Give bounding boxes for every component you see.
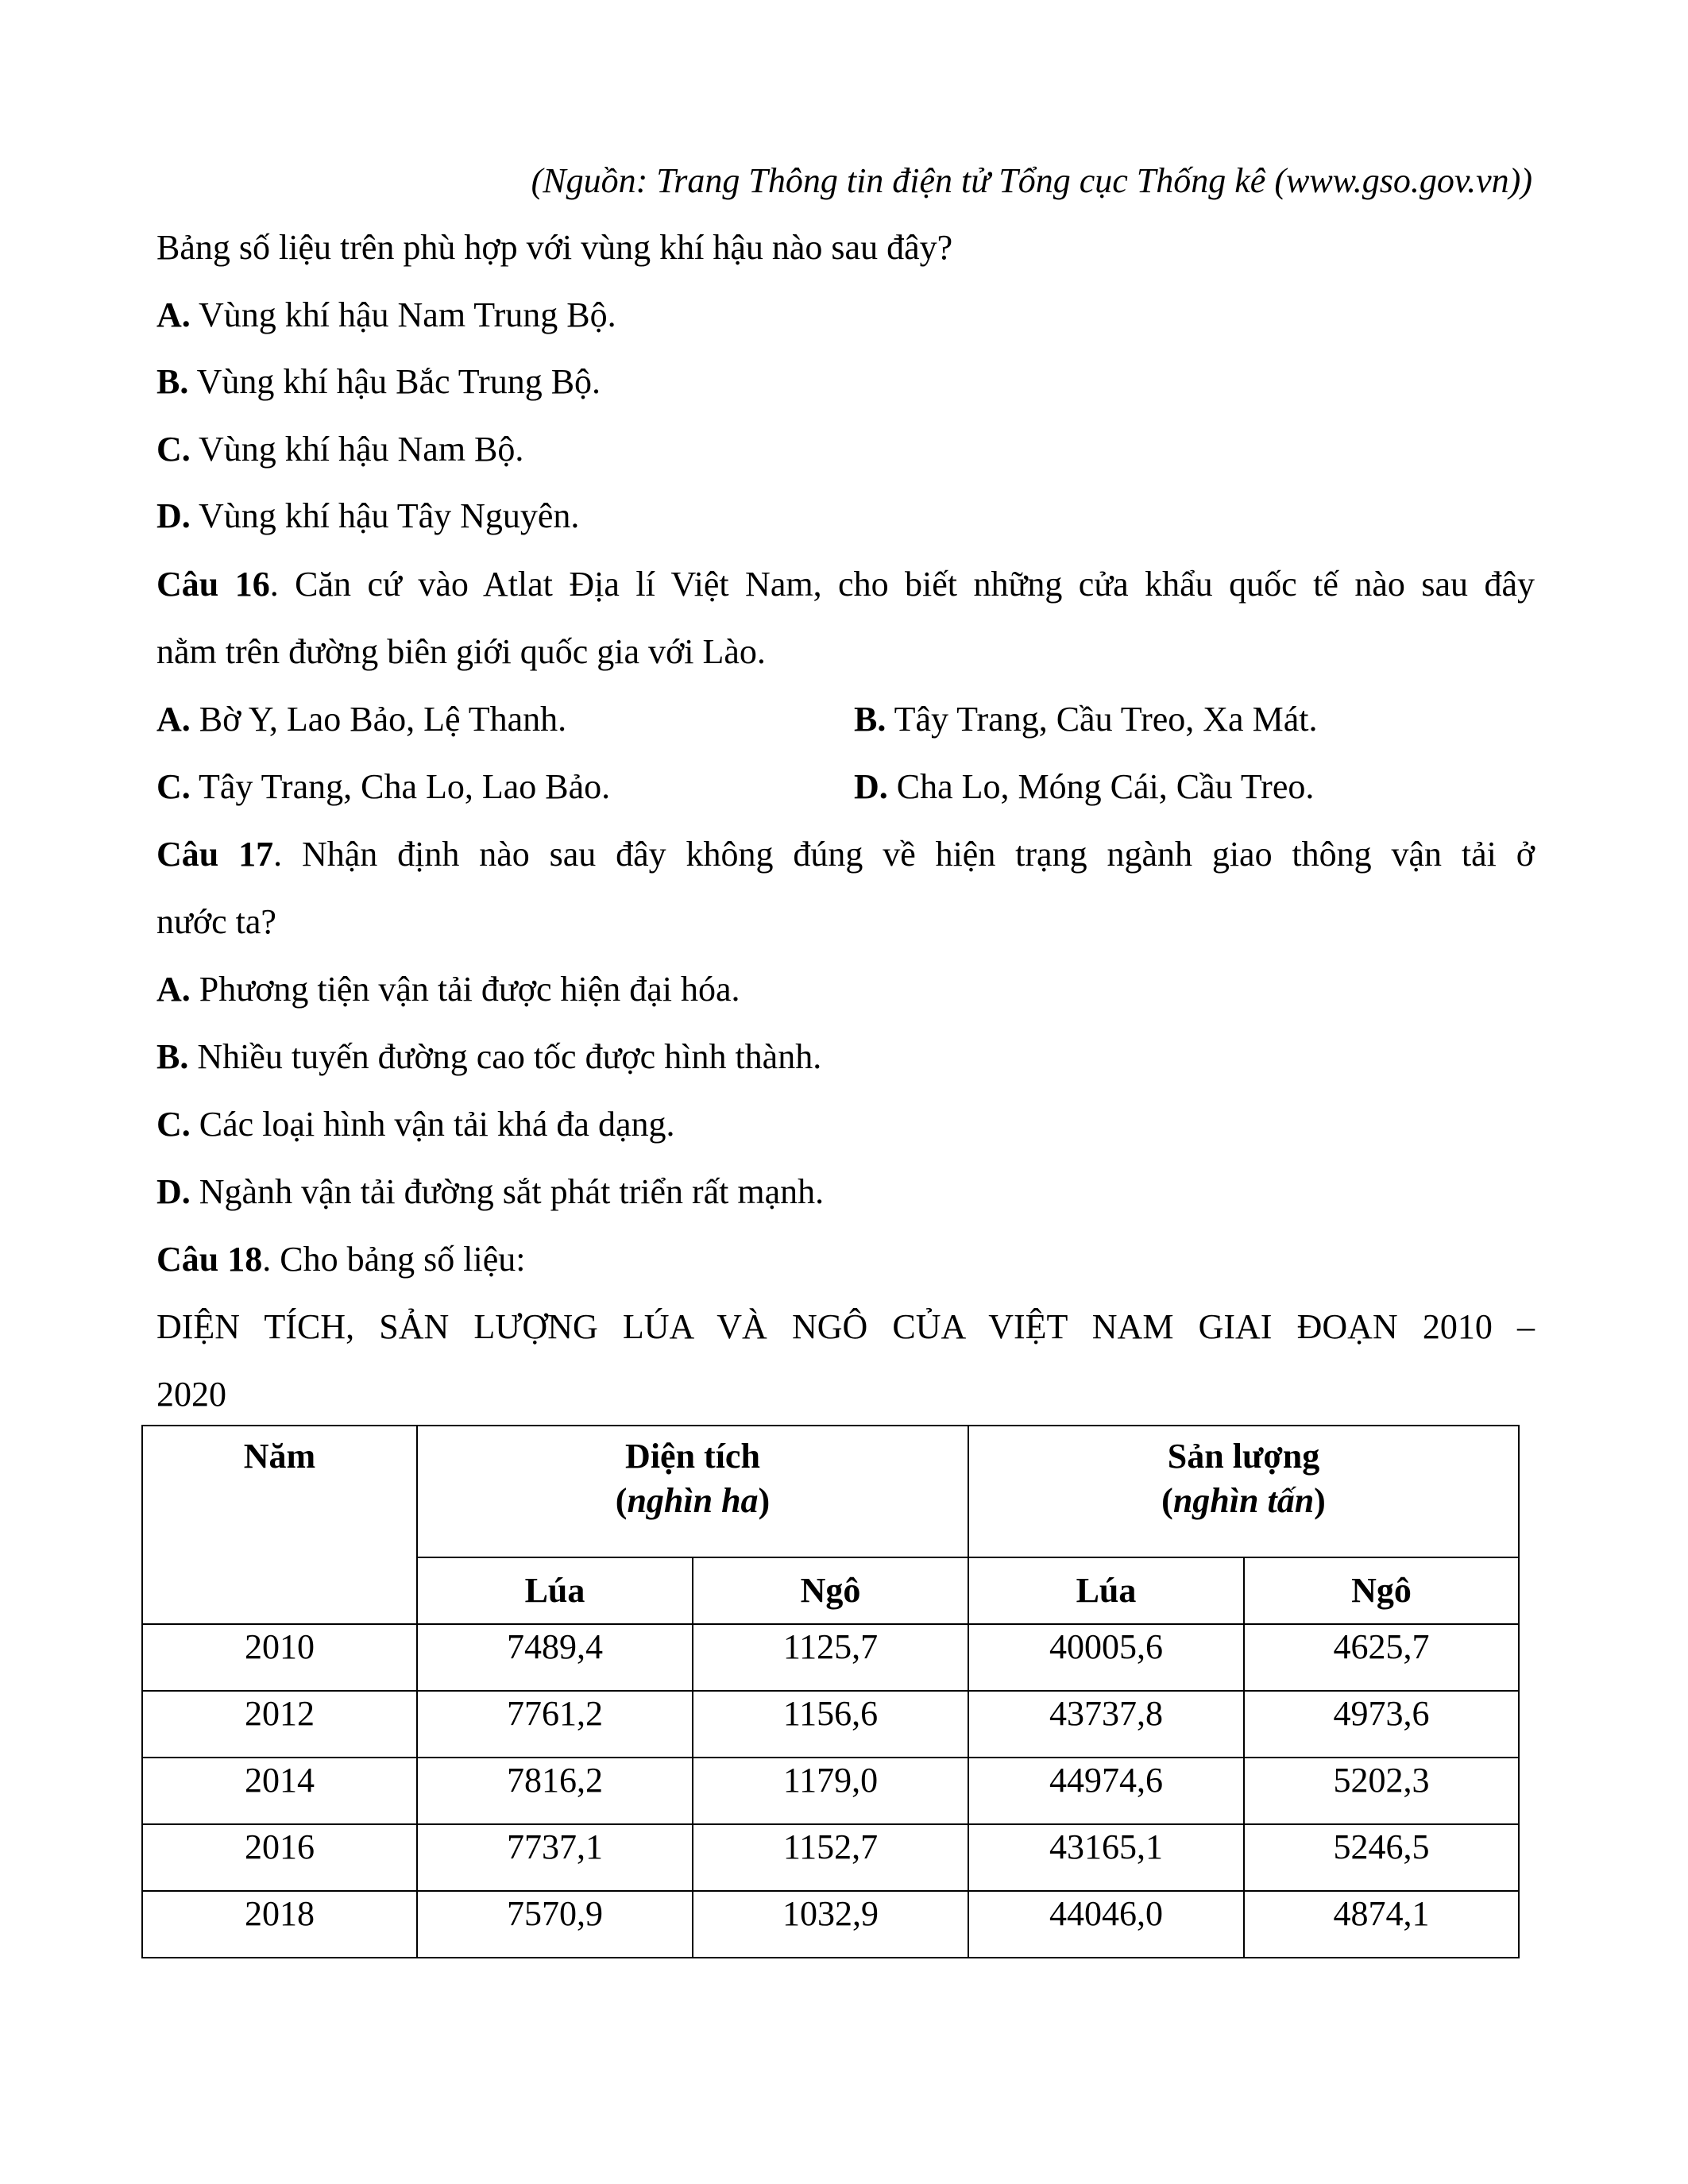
option-letter: D. <box>156 496 191 535</box>
option-text: Bờ Y, Lao Bảo, Lệ Thanh. <box>190 700 567 739</box>
value-cell: 7737,1 <box>417 1824 693 1891</box>
option-letter: C. <box>156 767 191 806</box>
table-row <box>142 1891 1519 1958</box>
option-text: Tây Trang, Cha Lo, Lao Bảo. <box>190 767 611 806</box>
subheader-cell: Lúa <box>968 1557 1244 1624</box>
question-label: Câu 16 <box>156 565 270 604</box>
value-cell: 7570,9 <box>417 1891 693 1958</box>
header-area <box>417 1426 968 1557</box>
paren-open: ( <box>615 1481 628 1520</box>
q16-stem-line1 <box>156 562 1535 607</box>
q16-option-c <box>156 767 610 806</box>
header-output-unit <box>969 1479 1518 1523</box>
unit-text: nghìn tấn <box>1172 1481 1315 1520</box>
option-letter: B. <box>156 1037 189 1076</box>
table-row <box>142 1691 1519 1758</box>
value-cell: 5202,3 <box>1244 1758 1519 1824</box>
unit-text: nghìn ha <box>627 1481 759 1520</box>
option-text: Vùng khí hậu Nam Bộ. <box>190 430 524 469</box>
value-cell: 40005,6 <box>968 1624 1244 1691</box>
option-text: Vùng khí hậu Bắc Trung Bộ. <box>188 362 601 401</box>
q17-stem-line1 <box>156 832 1535 877</box>
option-letter: C. <box>156 430 191 469</box>
value-cell: 1179,0 <box>693 1758 968 1824</box>
header-area-unit <box>418 1479 968 1523</box>
option-letter: B. <box>156 362 189 401</box>
table-title-line1: DIỆN TÍCH, SẢN LƯỢNG LÚA VÀ NGÔ CỦA VIỆT NAM GIAI ĐOẠN 2010 – <box>156 1307 1535 1346</box>
question-label: Câu 17 <box>156 835 274 874</box>
q15-option-b <box>156 360 1535 404</box>
value-cell: 44046,0 <box>968 1891 1244 1958</box>
q16-options-row1 <box>156 697 1535 742</box>
option-letter: D. <box>156 1172 191 1211</box>
q17-option-c <box>156 1102 1535 1147</box>
year-cell: 2016 <box>142 1824 417 1891</box>
q16-stem-line2: nằm trên đường biên giới quốc gia với Lào. <box>156 632 766 671</box>
value-cell: 1032,9 <box>693 1891 968 1958</box>
value-cell: 7761,2 <box>417 1691 693 1758</box>
value-cell: 1156,6 <box>693 1691 968 1758</box>
option-letter: B. <box>854 700 886 739</box>
option-letter: A. <box>156 295 191 334</box>
option-text: Các loại hình vận tải khá đa dạng. <box>190 1105 675 1144</box>
value-cell: 7489,4 <box>417 1624 693 1691</box>
header-year <box>142 1426 417 1624</box>
value-cell: 43737,8 <box>968 1691 1244 1758</box>
value-cell: 43165,1 <box>968 1824 1244 1891</box>
source-citation: (Nguồn: Trang Thông tin điện tử Tổng cục Thống kê (www.gso.gov.vn)) <box>531 161 1532 200</box>
q15-option-c <box>156 427 1535 472</box>
option-letter: C. <box>156 1105 191 1144</box>
q16-option-d <box>854 765 1314 809</box>
q16-options-row2 <box>156 765 1535 809</box>
option-text: Tây Trang, Cầu Treo, Xa Mát. <box>886 700 1318 739</box>
q15-stem: Bảng số liệu trên phù hợp với vùng khí hậu nào sau đây? <box>156 228 953 267</box>
table-header-row <box>142 1426 1519 1557</box>
question-label: Câu 18 <box>156 1240 263 1279</box>
value-cell: 4625,7 <box>1244 1624 1519 1691</box>
q18-stem <box>156 1237 1535 1282</box>
year-cell: 2010 <box>142 1624 417 1691</box>
year-cell: 2014 <box>142 1758 417 1824</box>
subheader-cell: Lúa <box>417 1557 693 1624</box>
q17-option-d <box>156 1170 1535 1214</box>
header-output-title: Sản lượng <box>1167 1437 1320 1476</box>
q16-option-b <box>854 697 1317 742</box>
option-text: Phương tiện vận tải được hiện đại hóa. <box>190 970 740 1009</box>
value-cell: 44974,6 <box>968 1758 1244 1824</box>
q15-option-a <box>156 293 1535 338</box>
q17-stem-line2: nước ta? <box>156 902 276 941</box>
subheader-cell: Ngô <box>693 1557 968 1624</box>
year-cell: 2012 <box>142 1691 417 1758</box>
header-year-label: Năm <box>243 1437 316 1476</box>
year-cell: 2018 <box>142 1891 417 1958</box>
header-output <box>968 1426 1519 1557</box>
option-letter: A. <box>156 700 191 739</box>
paren-close: ) <box>1314 1481 1326 1520</box>
value-cell: 1152,7 <box>693 1824 968 1891</box>
paren-open: ( <box>1161 1481 1173 1520</box>
question-stem: . Cho bảng số liệu: <box>262 1240 526 1279</box>
value-cell: 4874,1 <box>1244 1891 1519 1958</box>
option-text: Nhiều tuyến đường cao tốc được hình thành. <box>188 1037 822 1076</box>
table-row <box>142 1758 1519 1824</box>
option-text: Vùng khí hậu Nam Trung Bộ. <box>190 295 616 334</box>
option-text: Ngành vận tải đường sắt phát triển rất mạnh. <box>190 1172 825 1211</box>
q16-option-a <box>156 700 566 739</box>
table-row <box>142 1624 1519 1691</box>
table-title-line2: 2020 <box>156 1375 226 1414</box>
subheader-cell: Ngô <box>1244 1557 1519 1624</box>
value-cell: 1125,7 <box>693 1624 968 1691</box>
option-letter: D. <box>854 767 888 806</box>
q15-option-d <box>156 494 1535 538</box>
header-area-title: Diện tích <box>625 1437 760 1476</box>
paren-close: ) <box>758 1481 771 1520</box>
value-cell: 7816,2 <box>417 1758 693 1824</box>
question-stem: . Căn cứ vào Atlat Địa lí Việt Nam, cho biết những cửa khẩu quốc tế nào sau đây <box>269 565 1535 604</box>
q17-option-a <box>156 967 1535 1012</box>
table-row <box>142 1824 1519 1891</box>
value-cell: 4973,6 <box>1244 1691 1519 1758</box>
option-letter: A. <box>156 970 191 1009</box>
q17-option-b <box>156 1035 1535 1079</box>
table-body <box>142 1624 1519 1958</box>
data-table <box>141 1425 1520 1958</box>
value-cell: 5246,5 <box>1244 1824 1519 1891</box>
option-text: Cha Lo, Móng Cái, Cầu Treo. <box>887 767 1315 806</box>
question-stem: . Nhận định nào sau đây không đúng về hiện trạng ngành giao thông vận tải ở <box>273 835 1535 874</box>
option-text: Vùng khí hậu Tây Nguyên. <box>190 496 580 535</box>
